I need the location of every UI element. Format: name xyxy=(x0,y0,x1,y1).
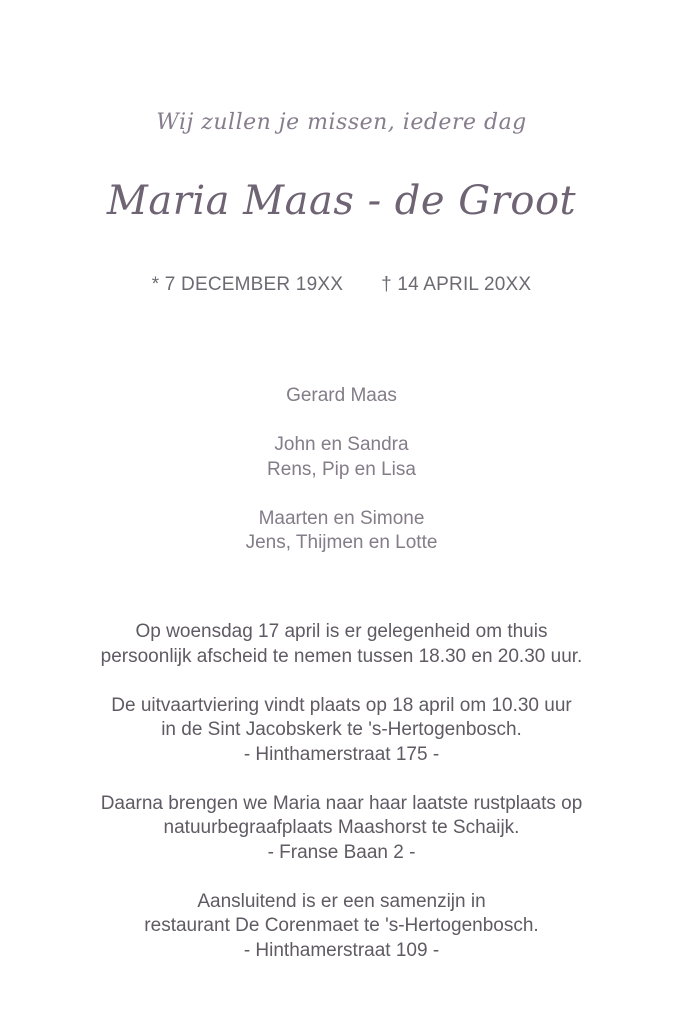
info-line: natuurbegraafplaats Maashorst te Schaijk. xyxy=(163,817,520,838)
info-line: restaurant De Corenmaet te 's-Hertogenbosch. xyxy=(144,915,539,936)
info-line: Op woensdag 17 april is er gelegenheid om thuis xyxy=(135,621,548,642)
birth-date: * 7 DECEMBER 19XX xyxy=(151,274,344,295)
info-paragraph-farewell xyxy=(0,620,683,669)
motto: Wij zullen je missen, iedere dag xyxy=(156,110,527,135)
family-line: Gerard Maas xyxy=(286,385,397,406)
family-line: Rens, Pip en Lisa xyxy=(267,458,416,480)
death-date: † 14 APRIL 20XX xyxy=(381,274,532,295)
info-address: - Hinthamerstraat 175 - xyxy=(243,743,440,765)
info-line: persoonlijk afscheid te nemen tussen 18.30 en 20.30 uur. xyxy=(100,645,583,667)
info-address: - Hinthamerstraat 109 - xyxy=(243,939,440,961)
family-list xyxy=(0,384,683,580)
family-line: Jens, Thijmen en Lotte xyxy=(245,532,438,553)
info-line: De uitvaartviering vindt plaats op 18 april om 10.30 uur xyxy=(111,694,572,716)
info-line: Aansluitend is er een samenzijn in xyxy=(197,890,486,912)
ceremony-info xyxy=(0,620,683,988)
family-line: Maarten en Simone xyxy=(258,507,425,529)
family-group xyxy=(0,384,683,409)
info-address: - Franse Baan 2 - xyxy=(267,841,416,863)
family-group xyxy=(0,507,683,556)
info-line: in de Sint Jacobskerk te 's-Hertogenbosch. xyxy=(161,719,522,740)
info-paragraph-burial xyxy=(0,792,683,866)
life-dates xyxy=(0,274,683,296)
family-line: John en Sandra xyxy=(274,434,409,455)
info-line: Daarna brengen we Maria naar haar laatste rustplaats op xyxy=(100,792,583,814)
info-paragraph-gathering xyxy=(0,890,683,964)
info-paragraph-service xyxy=(0,694,683,768)
deceased-name: Maria Maas - de Groot xyxy=(106,178,577,224)
family-group xyxy=(0,433,683,482)
